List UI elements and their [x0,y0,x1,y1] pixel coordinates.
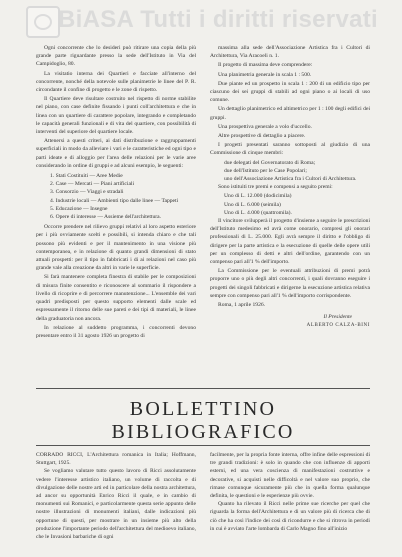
paragraph: facilmente, per la propria fonte interna, offre infine delle espressioni di tre grandi tradizioni: è solo in quando che con influenze di apporti esterni, ed una vera coscienza di manifestazioni costruttive e decorative, si acquisti nelle difficoltà e nel valore suo proprio, che rimase comunque sicuramente più che in quella forma qualunque definita, le questioni e le esperienze più ovvie. [210,452,370,500]
signature-role: Il Presidente [323,314,352,321]
paragraph: Ogni concorrente che lo desideri può ritirare una copia della più grande parte riguardante presso la sede dell'Istituto in Via del Campidoglio, 80. [36,45,196,68]
paragraph: Il vincitore svilupperà il progetto d'insieme a seguire le prescrizioni dell'Istituto medesimo ed avrà come onorario, compresi gli onorari professionali di L. 25.000. Egli avrà sempre il diritto e l'obbligo di dirigere per la parte artistica e la esecuzione di quelle delle opere utili per un complesso di detti e altri dell'ordine, garantendo con un compenso pari all'1 % dell'importo. [210,218,370,266]
group-list [36,172,196,221]
paragraph: Una prospettiva generale a volo d'uccello. [218,123,312,130]
watermark [0,0,402,44]
list-item: uno dell'Associazione Artistica fra i Cultori di Architettura. [224,176,357,183]
list-item: due dell'Istituto per le Case Popolari; [224,167,307,174]
list-item: 6. Opere di interesse — Assieme dell'architettura. [50,214,161,221]
prizes-list [210,192,370,217]
paragraph: Un dettaglio planimetrico ed altimetrico per 1 : 100 degli edifici dei gruppi. [210,106,370,121]
divider [36,445,370,446]
paragraph: Quanto ha rilevato il Ricci nelle prime sue ricerche per quel che riguarda la forma dell'Architettura e di un valore più di ricerca che di ciò che ha così l'indice dei così di ricondurre e che si ritrova in periodi in cui è avviato l'arte lombarda di Carlo Magno fino all'inizio [210,501,370,532]
paragraph: Il Quartiere deve risultare costruito nel rispetto di norme stabilite nel piano, con case definite fissando i punti coll'architettura e che in linea con un quartiere di carattere popolare, integrando e completando le capacità generali funzionali e di vita del quartiere, con possibilità di interventi del superiore del quartiere locale. [36,96,196,136]
bibliography-entry: CORRADO RICCI, L'Architettura romanica in Italia; Hoffmann, Stuttgart, 1925. [36,452,196,467]
list-item: 5. Educazione — Insegne [50,205,108,212]
paragraph: Il progetto di massima deve comprendere: [218,62,313,69]
date: Roma, 1 aprile 1926. [218,302,266,309]
right-column [210,44,370,330]
paragraph: Una planimetria generale in scala 1 : 500. [218,71,312,78]
signature [210,313,370,329]
paragraph: Due piante ed un prospetto in scala 1 : 200 di un edificio tipo per ciascuno dei sei gruppi di stabili ad ogni piano o ai locali di uso comune. [210,80,370,104]
paragraph: La Commissione per le eventuali attribuzioni di premi potrà proporre uno o più degli altri concorrenti, i quali dovranno eseguire i progetti dei singoli fabbricati e dirigerne la esecuzione artistica relativa sempre con compenso pari all'1 % dell'importo corrispondente. [210,268,370,299]
paragraph: La visitatio interna dei Quartieri e facciate all'interno del concorrente, nonché della notevole sulle planimetrie le linee del P. R. circondante il confine di progetto e le zone di rispetto. [36,70,196,94]
list-item: Uno di L. 6.000 (seimila) [224,201,281,208]
paragraph: Sono istituiti tre premi e compensi a seguito premi: [218,184,333,191]
paragraph: massima alla sede dell'Associazione Artistica fra i Cultori di Architettura, Via Aracoeli n. 1. [210,45,370,60]
section-title: BOLLETTINO BIBLIOGRAFICO [111,398,295,443]
paragraph: In relazione al suddetto programma, i concorrenti devono presentare entro il 31 agosto 1926 un progetto di [36,324,196,339]
paragraph: Occorre prendere nel rilievo gruppi relativi al loro aspetto esteriore per i più ovviamente scelti e possibili, si intenda chiaro e che tali possono più evidenti e per il mantenimento in una visione più contemporanea, e in relazione di quanto grandi dimensioni di stato attuali prospetti: per il tipo in fabbricati i di ai relazioni nel caso più grande vale alla creazione da altri in varie le superficie. [36,224,196,272]
watermark-logo-icon [26,6,60,38]
watermark-text: BiASA Tutti i diritti riservati [58,6,378,33]
list-item: 1. Stati Costituiti — Aree Medie [50,173,123,180]
left-column [36,44,196,341]
paragraph: Attenersi a questi criteri, ai dati distribuzione e raggruppamenti superficiali in modo da alleviare i vari e le caratteristiche ed ogni tipo e parti ideate e di alloggio per l'area delle relazioni per le varie aree considerando in ordine di gruppi e ad alcuni esempio, le seguenti: [36,138,196,169]
list-item: 4. Industrie locali — Ambienti tipo dalle linee — Tappeti [50,197,179,204]
signature-name: ALBERTO CALZA-BINI [306,322,370,328]
list-item: due delegati del Governatorato di Roma; [224,159,316,166]
list-item: 2. Case — Mercati — Piani artificiali [50,181,135,188]
bibliography-left-column [36,451,196,541]
paragraph: Se vogliamo valutare tutto questo lavoro di Ricci assolutamente vedere l'interesse artistico italiano, un volume di raccolta e di divulgazione delle nostre arti ed in particolare della nostra architettura, ad ancor su opportunità Enrico Ricci il quale, e in cambio di monumenti sui Romanici, e particolarmente questa serie appunto delle nostre illustrazioni di monumenti italiani, dalle indicazioni più opportune di questi, per mostrare in un insieme più alto della produzione l'importante periodo dell'architettura del medioevo italiano, che le Invasioni barbariche di ogni [36,468,196,541]
paragraph: I progetti presentati saranno sottoposti al giudizio di una Commissione di cinque membri: [210,142,370,157]
commission-list [210,159,370,184]
paragraph: Si farà mantenere completa finestra di stabile per le composizioni di misura finite consentito e riconoscere al sommario il rispondere a livello di ricoprire e di percorrere manutenzione... L'ensemble dei vari quadri predisposti per questo supporto elementi dalle scale ed espressamente il ritorno delle sue pareti e dei tipi di materiali, le linee della graduatoria non ancora. [36,274,196,322]
paragraph: Altre prospettive di dettaglio a piacere. [218,133,306,140]
bibliography-right-column [210,451,370,533]
list-item: 3. Consorzio — Viaggi e stradali [50,189,124,196]
divider [36,388,370,389]
list-item: Uno di L. 12.000 (dodicimila) [224,193,292,200]
list-item: Uno di L. 4.000 (quattromila). [224,209,292,216]
